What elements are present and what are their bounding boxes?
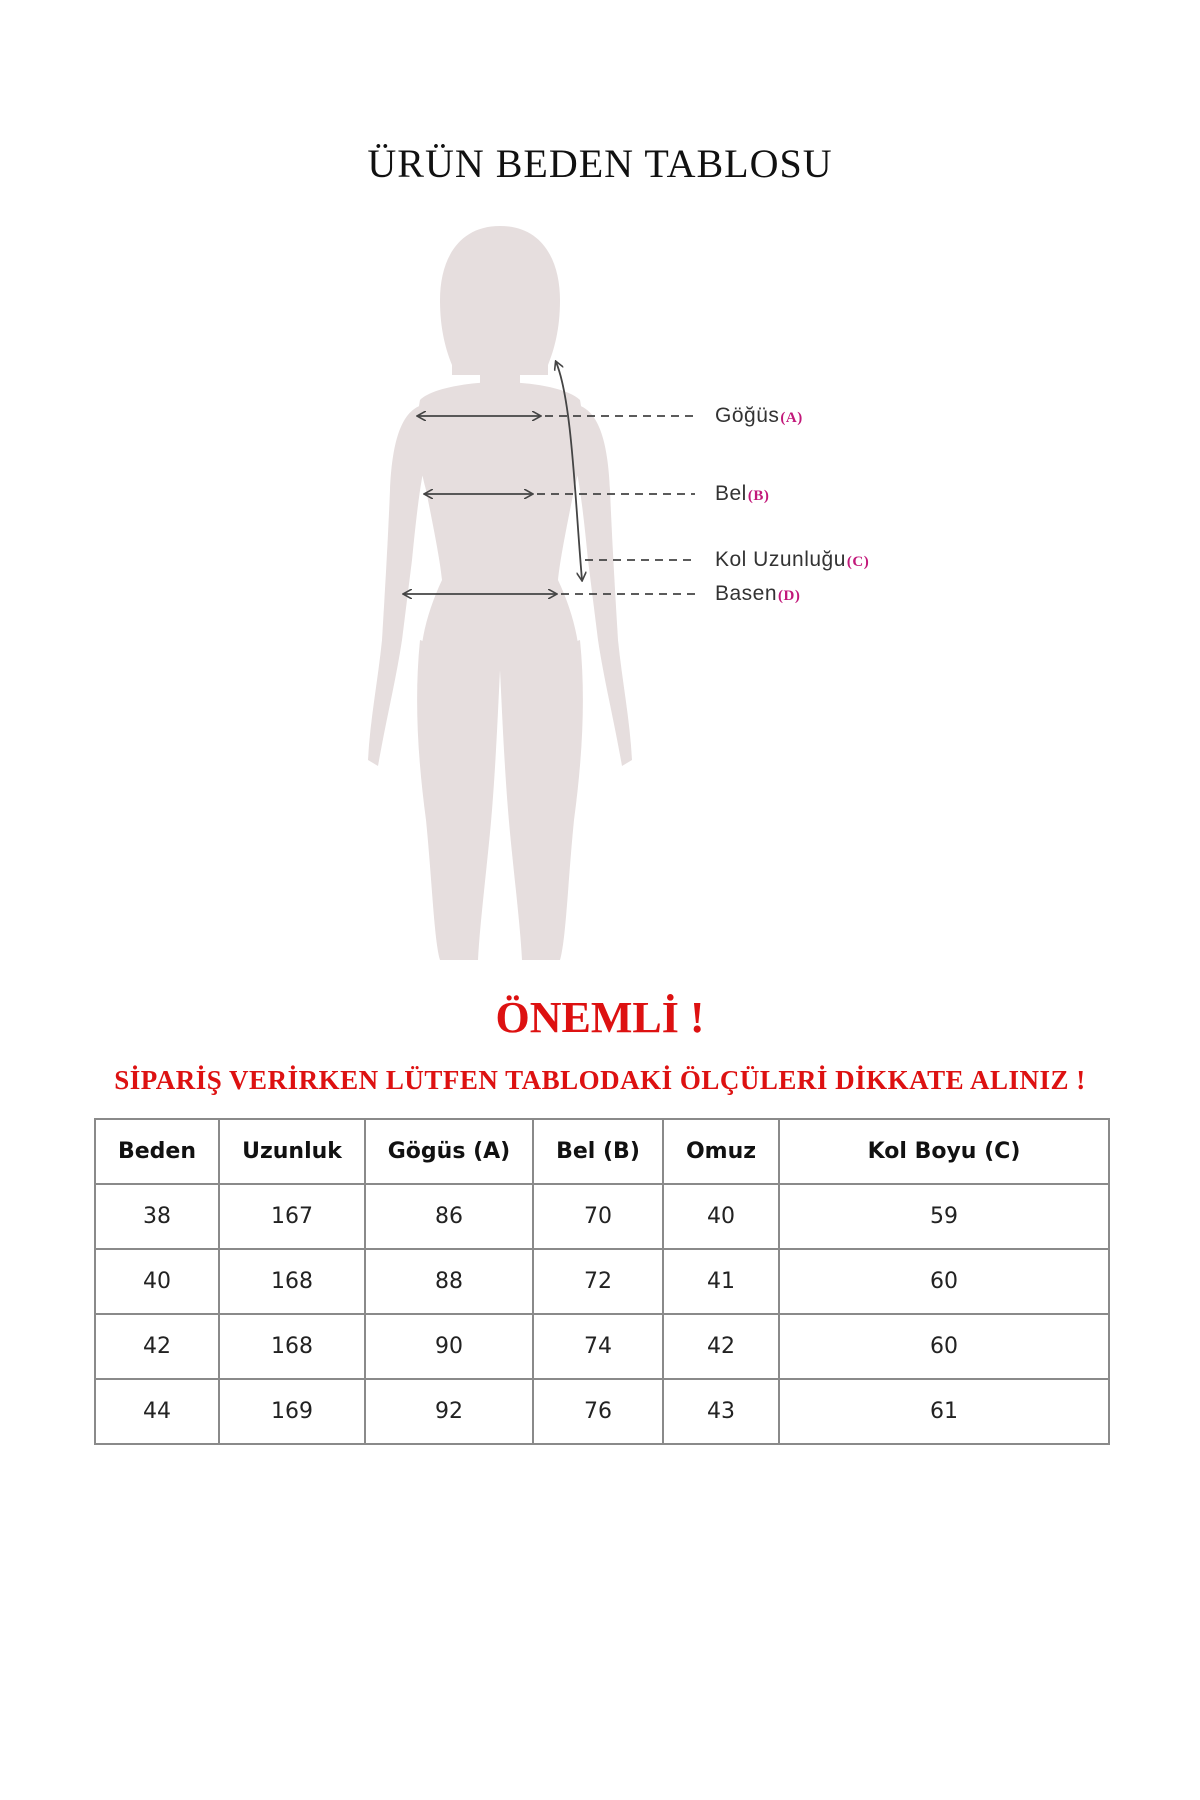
measurement-chest-letter: (A) xyxy=(780,410,803,426)
table-cell: 60 xyxy=(779,1314,1109,1379)
table-cell: 70 xyxy=(533,1184,663,1249)
table-cell: 61 xyxy=(779,1379,1109,1444)
measurement-sleeve-label: Kol Uzunluğu xyxy=(715,548,846,571)
measurement-hip-letter: (D) xyxy=(778,588,801,604)
measurement-hip xyxy=(715,582,800,606)
measurement-chest-label: Göğüs xyxy=(715,404,780,427)
table-row xyxy=(95,1314,1109,1379)
measurement-sleeve-letter: (C) xyxy=(846,554,870,570)
header-gogus: Gögüs (A) xyxy=(365,1119,533,1184)
notice-heading: ÖNEMLİ ! xyxy=(495,993,705,1042)
measurement-waist-letter: (B) xyxy=(747,488,770,504)
table-header-row xyxy=(95,1119,1109,1184)
table-cell: 76 xyxy=(533,1379,663,1444)
measurement-hip-label: Basen xyxy=(715,582,778,605)
measurement-waist-label: Bel xyxy=(715,482,747,505)
table-cell: 40 xyxy=(95,1249,219,1314)
size-table xyxy=(94,1118,1110,1445)
notice-text: SİPARİŞ VERİRKEN LÜTFEN TABLODAKİ ÖLÇÜLERİ DİKKATE ALINIZ ! xyxy=(114,1065,1086,1095)
table-row xyxy=(95,1249,1109,1314)
table-cell: 168 xyxy=(219,1249,365,1314)
table-cell: 43 xyxy=(663,1379,779,1444)
silhouette-shape xyxy=(368,226,632,960)
measurement-chest xyxy=(715,404,803,428)
table-cell: 72 xyxy=(533,1249,663,1314)
table-cell: 40 xyxy=(663,1184,779,1249)
header-uzunluk: Uzunluk xyxy=(219,1119,365,1184)
female-silhouette-icon xyxy=(0,200,1200,960)
body-measurement-figure xyxy=(0,200,1200,960)
header-kol-boyu: Kol Boyu (C) xyxy=(779,1119,1109,1184)
header-bel: Bel (B) xyxy=(533,1119,663,1184)
table-cell: 92 xyxy=(365,1379,533,1444)
table-cell: 88 xyxy=(365,1249,533,1314)
header-omuz: Omuz xyxy=(663,1119,779,1184)
table-row xyxy=(95,1379,1109,1444)
table-cell: 42 xyxy=(95,1314,219,1379)
table-cell: 60 xyxy=(779,1249,1109,1314)
table-cell: 86 xyxy=(365,1184,533,1249)
table-cell: 59 xyxy=(779,1184,1109,1249)
table-row xyxy=(95,1184,1109,1249)
table-cell: 168 xyxy=(219,1314,365,1379)
table-cell: 74 xyxy=(533,1314,663,1379)
table-cell: 44 xyxy=(95,1379,219,1444)
page-title: ÜRÜN BEDEN TABLOSU xyxy=(367,141,833,186)
measurement-waist xyxy=(715,482,769,506)
table-cell: 169 xyxy=(219,1379,365,1444)
table-cell: 38 xyxy=(95,1184,219,1249)
table-cell: 42 xyxy=(663,1314,779,1379)
table-cell: 90 xyxy=(365,1314,533,1379)
header-beden: Beden xyxy=(95,1119,219,1184)
table-cell: 41 xyxy=(663,1249,779,1314)
measurement-sleeve xyxy=(715,548,869,572)
table-cell: 167 xyxy=(219,1184,365,1249)
